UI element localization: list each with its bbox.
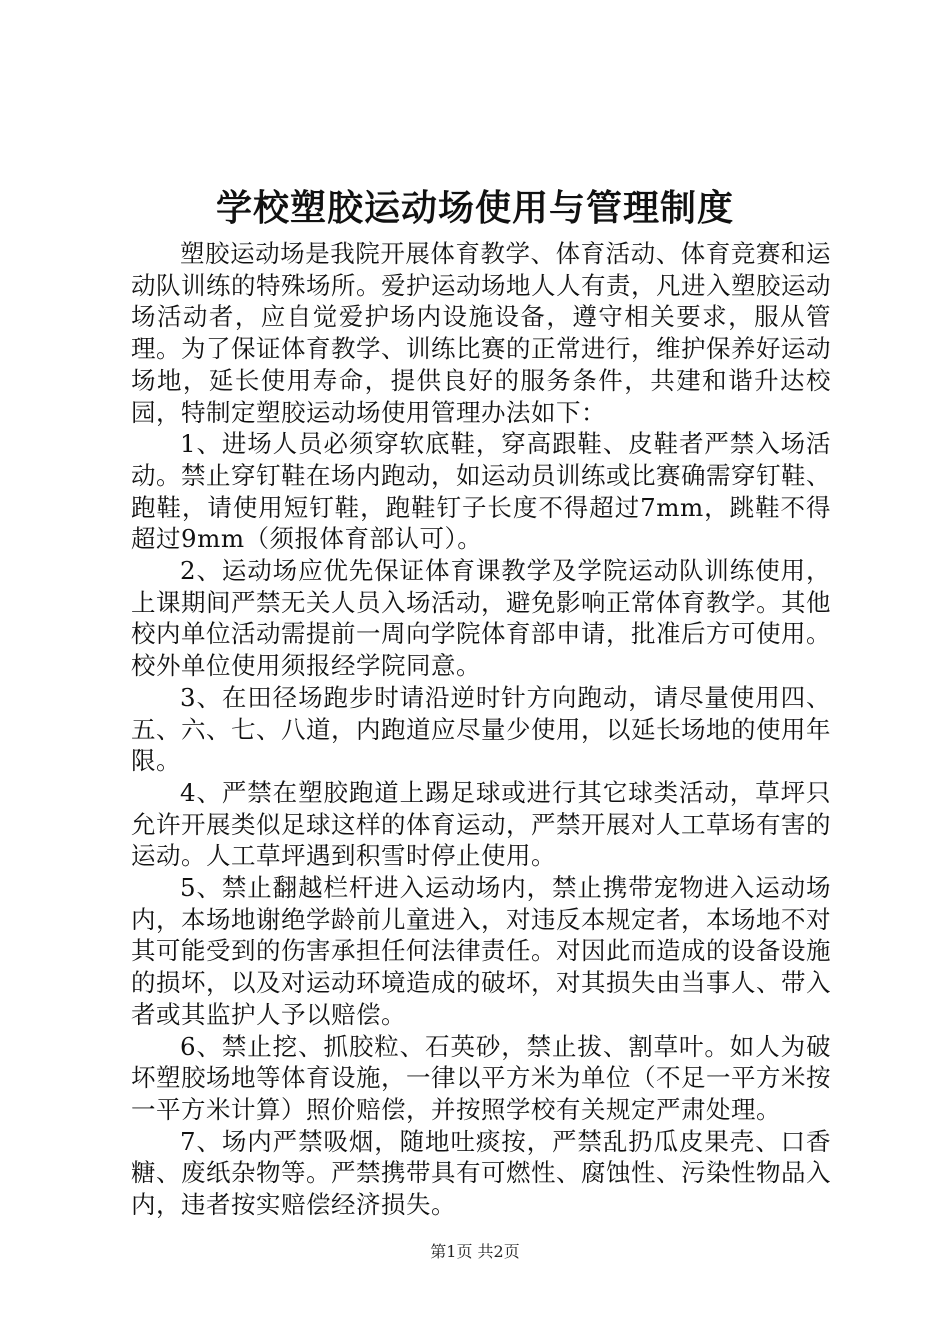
- paragraph-intro: 塑胶运动场是我院开展体育教学、体育活动、体育竞赛和运动队训练的特殊场所。爱护运动场地人人有责，凡进入塑胶运动场活动者，应自觉爱护场内设施设备，遵守相关要求，服从管理。为了保证体育教学、训练比赛的正常进行，维护保养好运动场地，延长使用寿命，提供良好的服务条件，共建和谐升达校园，特制定塑胶运动场使用管理办法如下：: [131, 239, 831, 427]
- paragraph-rule-1: 1、进场人员必须穿软底鞋，穿高跟鞋、皮鞋者严禁入场活动。禁止穿钉鞋在场内跑动，如运动员训练或比赛确需穿钉鞋、跑鞋，请使用短钉鞋，跑鞋钉子长度不得超过7mm，跳鞋不得超过9mm（须报体育部认可）。: [131, 429, 831, 554]
- paragraph-rule-4: 4、严禁在塑胶跑道上踢足球或进行其它球类活动，草坪只允许开展类似足球这样的体育运动，严禁开展对人工草场有害的运动。人工草坪遇到积雪时停止使用。: [131, 777, 831, 871]
- paragraph-rule-5: 5、禁止翻越栏杆进入运动场内，禁止携带宠物进入运动场内，本场地谢绝学龄前儿童进入，对违反本规定者，本场地不对其可能受到的伤害承担任何法律责任。对因此而造成的设备设施的损坏，以及对运动环境造成的破坏，对其损失由当事人、带入者或其监护人予以赔偿。: [131, 873, 831, 1029]
- document-body: [131, 238, 831, 1221]
- paragraph-rule-3: 3、在田径场跑步时请沿逆时针方向跑动，请尽量使用四、五、六、七、八道，内跑道应尽量少使用，以延长场地的使用年限。: [131, 682, 831, 776]
- paragraph-rule-2: 2、运动场应优先保证体育课教学及学院运动队训练使用，上课期间严禁无关人员入场活动，避免影响正常体育教学。其他校内单位活动需提前一周向学院体育部申请，批准后方可使用。校外单位使用须报经学院同意。: [131, 556, 831, 681]
- paragraph-rule-7: 7、场内严禁吸烟，随地吐痰按，严禁乱扔瓜皮果壳、口香糖、废纸杂物等。严禁携带具有可燃性、腐蚀性、污染性物品入内，违者按实赔偿经济损失。: [131, 1126, 831, 1220]
- page-footer: 第1页 共2页: [430, 1242, 520, 1261]
- paragraph-rule-6: 6、禁止挖、抓胶粒、石英砂，禁止拔、割草叶。如人为破坏塑胶场地等体育设施，一律以平方米为单位（不足一平方米按一平方米计算）照价赔偿，并按照学校有关规定严肃处理。: [131, 1031, 831, 1124]
- document-title: 学校塑胶运动场使用与管理制度: [215, 187, 734, 229]
